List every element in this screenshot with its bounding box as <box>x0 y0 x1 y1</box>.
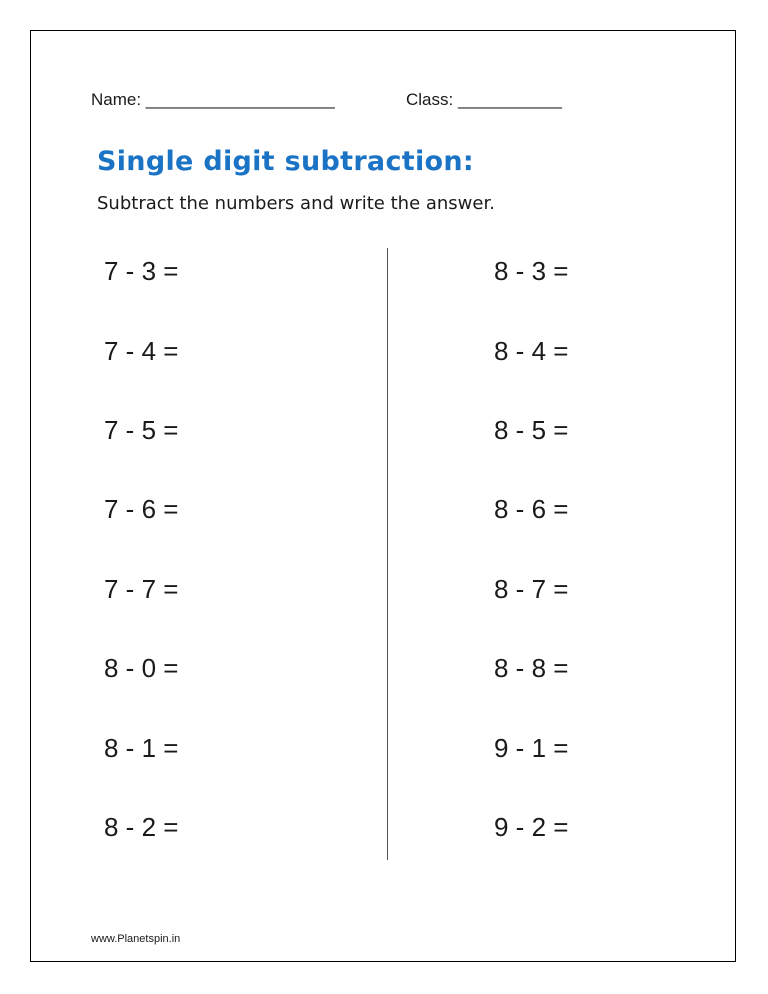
worksheet-instruction: Subtract the numbers and write the answer. <box>97 193 495 214</box>
column-divider <box>387 248 388 860</box>
problem-left-6: 8 - 0 = <box>104 653 179 683</box>
footer-website: www.Planetspin.in <box>91 933 181 945</box>
problem-left-7: 8 - 1 = <box>104 733 179 763</box>
problem-left-1: 7 - 3 = <box>104 256 179 286</box>
problem-left-2: 7 - 4 = <box>104 336 179 366</box>
worksheet-title: Single digit subtraction: <box>97 146 474 177</box>
name-line: Name: ____________________ <box>91 90 335 109</box>
class-line: Class: ___________ <box>406 90 562 109</box>
problem-right-1: 8 - 3 = <box>494 256 569 286</box>
problem-left-3: 7 - 5 = <box>104 415 179 445</box>
problem-right-7: 9 - 1 = <box>494 733 569 763</box>
problem-left-4: 7 - 6 = <box>104 494 179 524</box>
problem-right-8: 9 - 2 = <box>494 812 569 842</box>
problem-left-8: 8 - 2 = <box>104 812 179 842</box>
problem-right-5: 8 - 7 = <box>494 574 569 604</box>
problem-right-4: 8 - 6 = <box>494 494 569 524</box>
problem-right-2: 8 - 4 = <box>494 336 569 366</box>
problem-left-5: 7 - 7 = <box>104 574 179 604</box>
problem-right-3: 8 - 5 = <box>494 415 569 445</box>
problem-right-6: 8 - 8 = <box>494 653 569 683</box>
